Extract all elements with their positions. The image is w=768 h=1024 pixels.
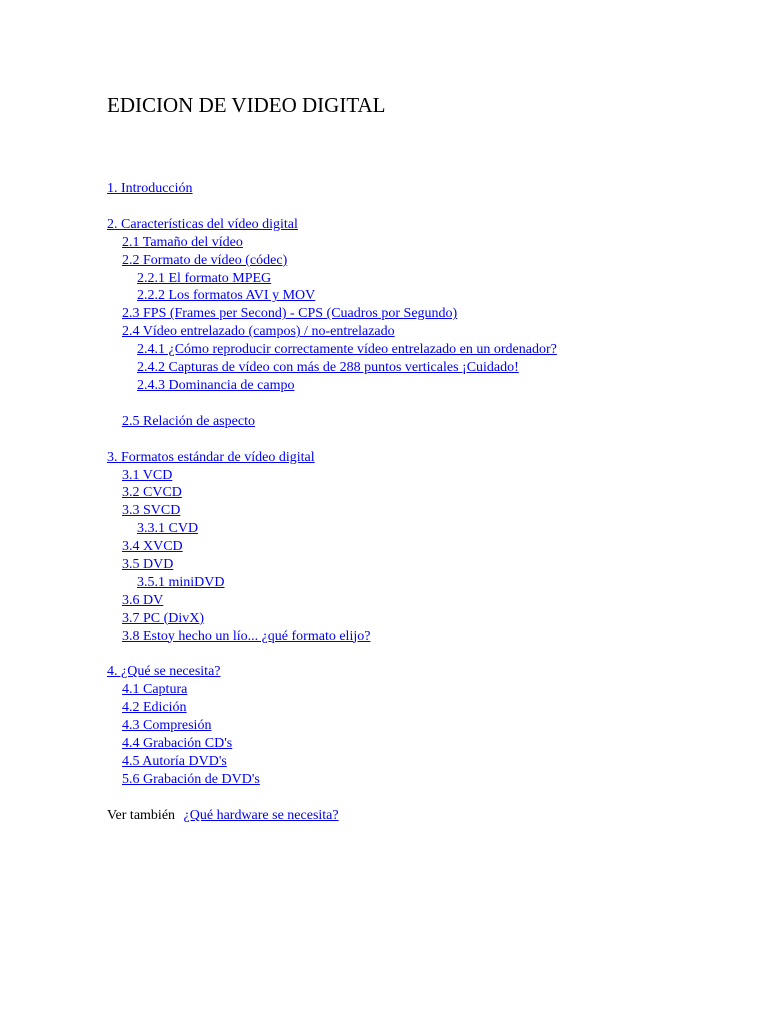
toc-item [107, 592, 557, 610]
toc-link-xvcd[interactable]: 3.4 XVCD [122, 539, 183, 555]
toc-link-formato-video[interactable]: 2.2 Formato de vídeo (códec) [122, 252, 288, 268]
toc-link-grabacion-cds[interactable]: 4.4 Grabación CD's [122, 736, 233, 752]
toc-item [107, 305, 557, 323]
toc-item [107, 216, 557, 234]
toc-link-cvcd[interactable]: 3.2 CVCD [122, 485, 182, 501]
toc-link-capturas-288[interactable]: 2.4.2 Capturas de vídeo con más de 288 puntos verticales ¡Cuidado! [137, 360, 519, 376]
toc-item [107, 359, 557, 377]
toc-item [107, 610, 557, 628]
toc-item [107, 538, 557, 556]
toc-item [107, 234, 557, 252]
toc-link-formato-mpeg[interactable]: 2.2.1 El formato MPEG [137, 270, 272, 286]
toc-link-fps[interactable]: 2.3 FPS (Frames per Second) - CPS (Cuadros por Segundo) [122, 306, 458, 322]
page-title: EDICION DE VIDEO DIGITAL [107, 93, 386, 117]
toc-link-que-se-necesita[interactable]: 4. ¿Qué se necesita? [107, 664, 221, 680]
toc-link-dv[interactable]: 3.6 DV [122, 592, 164, 608]
toc-link-svcd[interactable]: 3.3 SVCD [122, 503, 181, 519]
toc-link-autoria-dvds[interactable]: 4.5 Autoría DVD's [122, 753, 227, 769]
see-also-label: Ver también [107, 808, 176, 823]
toc-link-formatos-estandar[interactable]: 3. Formatos estándar de vídeo digital [107, 449, 315, 465]
toc-item [107, 502, 557, 520]
toc-link-grabacion-dvds[interactable]: 5.6 Grabación de DVD's [122, 771, 260, 787]
table-of-contents [107, 180, 557, 789]
toc-item [107, 252, 557, 270]
toc-item [107, 574, 557, 592]
toc-item [107, 771, 557, 789]
toc-link-avi-mov[interactable]: 2.2.2 Los formatos AVI y MOV [137, 288, 316, 304]
toc-item [107, 323, 557, 341]
toc-item [107, 413, 557, 431]
toc-spacer [107, 395, 557, 413]
toc-item [107, 556, 557, 574]
toc-item [107, 717, 557, 735]
toc-spacer [107, 431, 557, 449]
toc-link-caracteristicas[interactable]: 2. Características del vídeo digital [107, 216, 298, 232]
toc-link-captura[interactable]: 4.1 Captura [122, 682, 188, 698]
toc-link-dominancia-campo[interactable]: 2.4.3 Dominancia de campo [137, 377, 295, 393]
toc-link-edicion[interactable]: 4.2 Edición [122, 700, 187, 716]
toc-link-minidvd[interactable]: 3.5.1 miniDVD [137, 574, 225, 590]
toc-item [107, 520, 557, 538]
toc-link-entrelazado[interactable]: 2.4 Vídeo entrelazado (campos) / no-entrelazado [122, 324, 395, 340]
see-also-line [107, 807, 339, 824]
toc-item [107, 467, 557, 485]
toc-link-compresion[interactable]: 4.3 Compresión [122, 718, 212, 734]
toc-link-cvd[interactable]: 3.3.1 CVD [137, 521, 199, 537]
toc-item [107, 753, 557, 771]
toc-item [107, 628, 557, 646]
toc-spacer [107, 198, 557, 216]
see-also-hardware-link[interactable]: ¿Qué hardware se necesita? [183, 808, 339, 823]
toc-item [107, 449, 557, 467]
toc-item [107, 341, 557, 359]
toc-item [107, 180, 557, 198]
toc-item [107, 663, 557, 681]
toc-link-tamano-video[interactable]: 2.1 Tamaño del vídeo [122, 234, 243, 250]
toc-link-vcd[interactable]: 3.1 VCD [122, 467, 173, 483]
toc-item [107, 699, 557, 717]
toc-spacer [107, 645, 557, 663]
toc-link-introduccion[interactable]: 1. Introducción [107, 181, 193, 196]
toc-link-reproducir-entrelazado[interactable]: 2.4.1 ¿Cómo reproducir correctamente vídeo entrelazado en un ordenador? [137, 342, 557, 358]
toc-link-relacion-aspecto[interactable]: 2.5 Relación de aspecto [122, 413, 255, 429]
toc-item [107, 287, 557, 305]
toc-item [107, 377, 557, 395]
toc-link-que-formato[interactable]: 3.8 Estoy hecho un lío... ¿qué formato elijo? [122, 628, 371, 644]
toc-item [107, 270, 557, 288]
toc-item [107, 681, 557, 699]
toc-link-pc-divx[interactable]: 3.7 PC (DivX) [122, 610, 205, 626]
toc-link-dvd[interactable]: 3.5 DVD [122, 557, 174, 573]
toc-item [107, 735, 557, 753]
toc-item [107, 484, 557, 502]
